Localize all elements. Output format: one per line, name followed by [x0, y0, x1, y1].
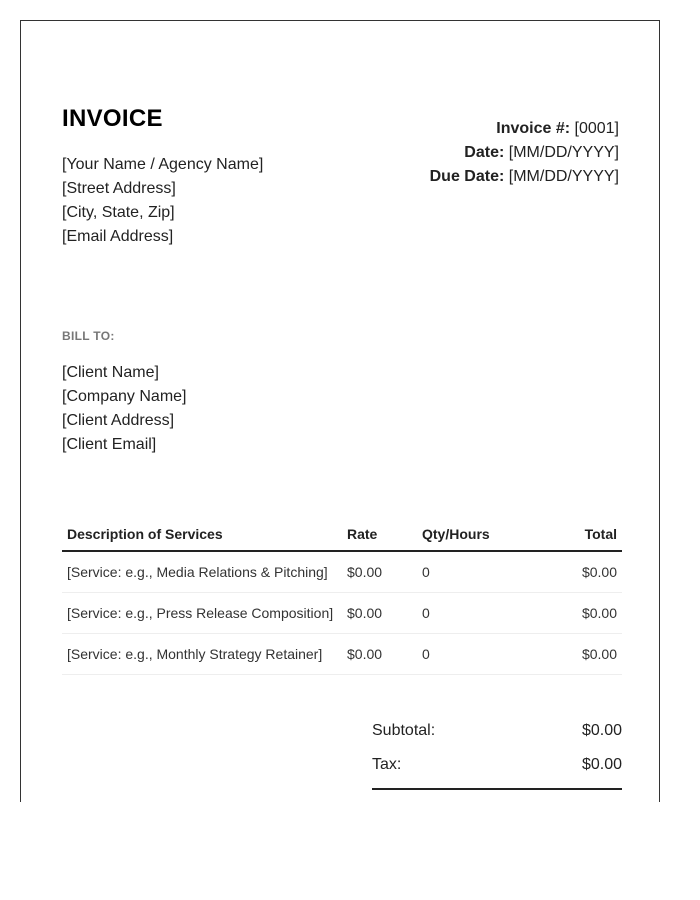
invoice-number-value: [0001] [574, 120, 619, 137]
client-company: [Company Name] [62, 388, 187, 405]
client-address: [Client Address] [62, 412, 175, 429]
invoice-page [20, 20, 660, 802]
sender-block [62, 153, 263, 249]
subtotal-row [372, 714, 622, 748]
invoice-due-date-row [430, 165, 619, 189]
sender-name: [Your Name / Agency Name] [62, 156, 264, 173]
row-total: $0.00 [537, 551, 622, 593]
client-email: [Client Email] [62, 436, 157, 453]
row-description: [Service: e.g., Media Relations & Pitching] [62, 551, 342, 593]
invoice-number-row [430, 117, 619, 141]
services-table [62, 517, 622, 675]
row-qty: 0 [417, 551, 537, 593]
subtotal-label: Subtotal: [372, 722, 436, 739]
column-header-total: Total [537, 517, 622, 551]
totals-divider [372, 788, 622, 790]
invoice-date-value: [MM/DD/YYYY] [508, 144, 619, 161]
tax-label: Tax: [372, 756, 402, 773]
client-name: [Client Name] [62, 364, 159, 381]
sender-street: [Street Address] [62, 180, 176, 197]
subtotal-value: $0.00 [581, 722, 622, 739]
row-total: $0.00 [537, 634, 622, 675]
column-header-rate: Rate [342, 517, 417, 551]
invoice-date-label: Date: [464, 144, 505, 161]
row-rate: $0.00 [342, 551, 417, 593]
row-rate: $0.00 [342, 634, 417, 675]
row-total: $0.00 [537, 593, 622, 634]
column-header-description: Description of Services [62, 517, 342, 551]
bill-to-heading: BILL TO: [62, 329, 115, 343]
table-row [62, 634, 622, 675]
row-qty: 0 [417, 593, 537, 634]
table-row [62, 551, 622, 593]
invoice-meta [430, 117, 619, 189]
tax-row [372, 748, 622, 782]
invoice-date-row [430, 141, 619, 165]
row-qty: 0 [417, 634, 537, 675]
invoice-title: INVOICE [62, 105, 163, 132]
invoice-due-date-label: Due Date: [429, 168, 505, 185]
sender-city: [City, State, Zip] [62, 204, 175, 221]
tax-value: $0.00 [581, 756, 622, 773]
row-description: [Service: e.g., Press Release Composition] [62, 593, 342, 634]
column-header-qty: Qty/Hours [417, 517, 537, 551]
table-row [62, 593, 622, 634]
invoice-due-date-value: [MM/DD/YYYY] [508, 168, 619, 185]
row-description: [Service: e.g., Monthly Strategy Retainer] [62, 634, 342, 675]
client-block [62, 361, 187, 457]
totals-block [372, 714, 622, 790]
sender-email: [Email Address] [62, 228, 174, 245]
invoice-number-label: Invoice #: [496, 120, 571, 137]
row-rate: $0.00 [342, 593, 417, 634]
table-header-row [62, 517, 622, 551]
